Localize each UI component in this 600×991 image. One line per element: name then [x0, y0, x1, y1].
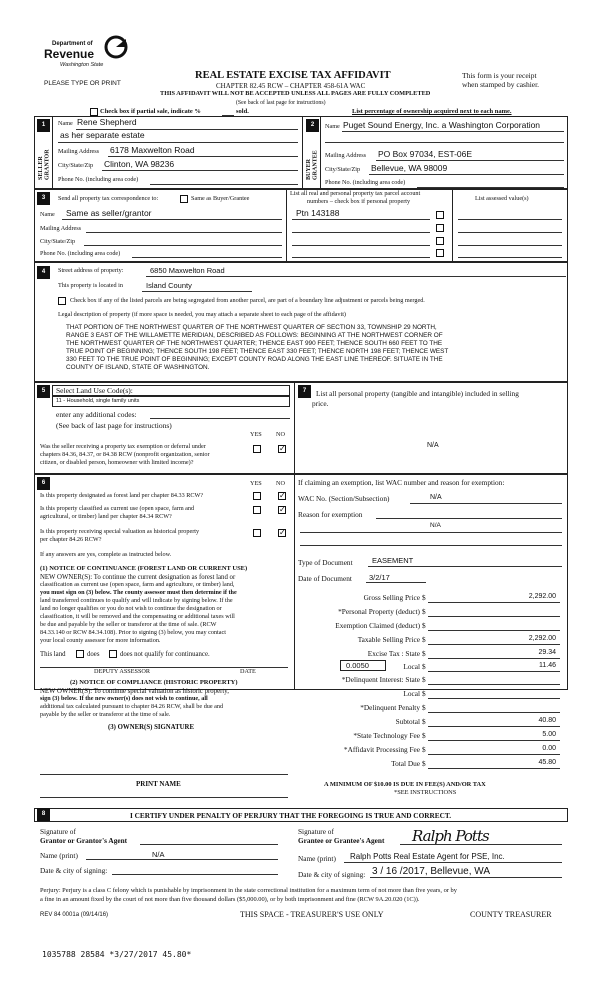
s5-q1-yes-checkbox[interactable]	[253, 445, 261, 453]
doc-date-value[interactable]: 3/2/17	[369, 573, 390, 582]
county[interactable]: Island County	[146, 281, 192, 290]
wac-value[interactable]: N/A	[430, 494, 442, 501]
grantor-name-label: Name (print)	[40, 851, 78, 860]
see-instructions: *SEE INSTRUCTIONS	[394, 789, 457, 796]
parcel-header1: List all real and personal property tax parcel account	[290, 190, 421, 197]
legal-line2: RANGE 3 EAST OF THE WILLAMETTE MERIDIAN, DESCRIBED AS FOLLOWS: BEGINNING AT THE NORTHWEST CORNER OF	[66, 332, 443, 339]
parcel-1[interactable]: Ptn 143188	[296, 208, 340, 218]
notice1-line9: your local county assessor for more information.	[40, 637, 161, 644]
revenue-logo-icon	[104, 34, 128, 60]
personal-property-l2: price.	[312, 399, 329, 408]
print-name-label: PRINT NAME	[136, 780, 181, 788]
dollar-sign: $	[422, 621, 426, 630]
see-back: (See back of last page for instructions)	[236, 100, 326, 106]
s5-q1-no-checkbox[interactable]: ✓	[279, 444, 286, 453]
s6-q1: Is this property designated as forest land per chapter 84.33 RCW?	[40, 492, 204, 499]
buyer-phone-label: Phone No. (including area code)	[325, 179, 406, 186]
notice1-line7: be due and payable by the seller or transferor at the time of sale. (RCW	[40, 621, 217, 628]
tax-row-label: *Affidavit Processing Fee	[343, 745, 420, 754]
form-chapter: CHAPTER 82.45 RCW – CHAPTER 458-61A WAC	[216, 82, 366, 90]
perjury-line2: a fine in an amount fixed by the court of not more than five thousand dollars ($5,000.00), or by both imprisonment and fine (RCW 9A.20.020 (1C)).	[40, 896, 420, 903]
s6-q2-no-checkbox[interactable]: ✓	[279, 505, 286, 514]
dollar-sign: $	[422, 593, 426, 602]
buyer-mail-label: Mailing Address	[325, 152, 367, 159]
located-label: This property is located in	[58, 282, 123, 289]
s5-q1-l3: citizen, or disabled person, homeowner with limited income)?	[40, 459, 194, 466]
tax-row-value[interactable]: 45.80	[538, 759, 556, 766]
doc-type-label: Type of Document	[298, 558, 353, 567]
legal-label: Legal description of property (if more space is needed, you may attach a separate sheet to each page of the affidavit)	[58, 311, 346, 318]
grantor-agent-label: Grantor or Grantor's Agent	[40, 836, 128, 845]
tax-row-label: Gross Selling Price	[363, 593, 420, 602]
parcel-header2: numbers – check box if personal property	[307, 198, 411, 205]
tax-row-label: *State Technology Fee	[353, 731, 420, 740]
s6-q1-yes-checkbox[interactable]	[253, 492, 261, 500]
street-address[interactable]: 6850 Maxwelton Road	[150, 266, 225, 275]
personal-property-value[interactable]: N/A	[427, 442, 439, 449]
certify-text: I CERTIFY UNDER PENALTY OF PERJURY THAT THE FOREGOING IS TRUE AND CORRECT.	[130, 811, 452, 820]
deputy-date-label: DATE	[240, 668, 256, 675]
wac-label: WAC No. (Section/Subsection)	[298, 494, 390, 503]
county-treasurer: COUNTY TREASURER	[470, 910, 552, 919]
additional-codes-label: enter any additional codes:	[56, 410, 137, 419]
land-does-label: does	[87, 651, 100, 658]
notice1-line4: land transferred continues to qualify and will indicate by signing below. If the	[40, 597, 233, 604]
grantee-date[interactable]: 3 / 16 /2017, Bellevue, WA	[372, 866, 491, 877]
land-does-not-checkbox[interactable]	[109, 650, 117, 658]
grantor-date-label: Date & city of signing:	[40, 866, 108, 875]
notice1-line3: you must sign on (3) below. The county assessor must then determine if the	[40, 589, 237, 596]
s6-q1-no-checkbox[interactable]: ✓	[279, 491, 286, 500]
grantee-signature[interactable]: Ralph Potts	[412, 827, 489, 845]
segregated-label: Check box if any of the listed parcels are being segregated from another parcel, are part of a boundary line adjustment or parcels being merged.	[70, 297, 425, 304]
legal-line5: 330 FEET TO THE TRUE POINT OF BEGINNING; EXCEPT COUNTY ROAD ALONG THE EAST LINE THEREOF. SITUATE IN THE	[66, 356, 443, 363]
send-correspondence-label: Send all property tax correspondence to:	[58, 195, 159, 202]
tax-row-label: Exemption Claimed (deduct)	[335, 621, 420, 630]
reason-value[interactable]: N/A	[430, 522, 441, 529]
notice2-line2: sign (3) below. If the new owner(s) does not wish to continue, all	[40, 695, 208, 702]
tax-row-label: *Delinquent Penalty	[360, 703, 420, 712]
buyer-city[interactable]: Bellevue, WA 98009	[371, 163, 448, 173]
dept-line1: Department of	[52, 41, 93, 47]
tax-row-value[interactable]: 40.80	[538, 717, 556, 724]
s5-q1-l2: chapters 84.36, 84.37, or 84.38 RCW (nonprofit organization, senior	[40, 451, 210, 458]
seller-side-label: SELLER GRANTOR	[38, 149, 51, 180]
buyer-city-label: City/State/Zip	[325, 166, 361, 173]
tax-row-label: Local	[403, 689, 420, 698]
legal-line3: THE NORTHWEST QUARTER OF THE NORTHWEST QUARTER; THENCE EAST 990 FEET; THENCE SOUTH 660 FEET TO THE	[66, 340, 443, 347]
street-label: Street address of property:	[58, 267, 124, 274]
section-8-number: 8	[37, 808, 50, 821]
corr-city-label: City/State/Zip	[40, 238, 76, 245]
legal-line1: THAT PORTION OF THE NORTHWEST QUARTER OF THE NORTHWEST QUARTER OF SECTION 33, TOWNSHIP 29 NORTH,	[66, 324, 437, 331]
local-rate: 0.0050	[346, 661, 369, 670]
assessed-header: List assessed value(s)	[475, 195, 529, 202]
tax-row-value[interactable]: 2,292.00	[528, 593, 556, 600]
same-as-buyer-label: Same as Buyer/Grantee	[191, 195, 250, 202]
dept-line3: Washington State	[60, 62, 104, 68]
parcel-4-personal-checkbox[interactable]	[436, 249, 444, 257]
list-percentage: List percentage of ownership acquired next to each name.	[352, 108, 512, 115]
notice2-line4: payable by the seller or transferor at the time of sale.	[40, 711, 171, 718]
parcel-3-personal-checkbox[interactable]	[436, 237, 444, 245]
form-title: REAL ESTATE EXCISE TAX AFFIDAVIT	[195, 70, 391, 81]
tax-row-label: Local	[403, 662, 420, 671]
dollar-sign: $	[422, 662, 426, 671]
notice1-line6: classification, it will be removed and the compensating or additional taxes will	[40, 613, 235, 620]
s5-no-header: NO	[276, 431, 285, 438]
dollar-sign: $	[422, 689, 426, 698]
dollar-sign: $	[422, 649, 426, 658]
perjury-line1: Perjury: Perjury is a class C felony which is punishable by imprisonment in the state correctional institution for a maximum term of not more than five years, or by	[40, 887, 457, 894]
dollar-sign: $	[422, 635, 426, 644]
tax-row-label: *Personal Property (deduct)	[338, 607, 420, 616]
personal-property-l1: List all personal property (tangible and intangible) included in selling	[316, 389, 519, 398]
dollar-sign: $	[422, 759, 426, 768]
section-3-number: 3	[37, 192, 50, 205]
notice3-title: (3) OWNER(S) SIGNATURE	[108, 724, 194, 731]
treasurer-use: THIS SPACE - TREASURER'S USE ONLY	[240, 910, 384, 919]
s6-q3-l2: per chapter 84.26 RCW?	[40, 536, 102, 543]
receipt-line1: This form is your receipt	[462, 71, 537, 80]
tax-row-value[interactable]: 29.34	[538, 649, 556, 656]
notice1-line2: classification as current use (open space, farm and agriculture, or timber) land,	[40, 581, 235, 588]
land-use-value: 11 - Household, single family units	[56, 398, 140, 404]
s6-q3-l1: Is this property receiving special valuation as historical property	[40, 528, 200, 535]
dollar-sign: $	[422, 607, 426, 616]
doc-type-value[interactable]: EASEMENT	[372, 556, 414, 565]
land-use-label: Select Land Use Code(s):	[56, 386, 133, 395]
dollar-sign: $	[422, 745, 426, 754]
notice1-line5: land no longer qualifies or you do not wish to continue the designation or	[40, 605, 222, 612]
dollar-sign: $	[422, 717, 426, 726]
rev-number: REV 84 0001a (09/14/16)	[40, 912, 109, 918]
land-use-see-back: (See back of last page for instructions)	[56, 421, 172, 430]
tax-row-label: *Delinquent Interest: State	[341, 675, 420, 684]
section-4-number: 4	[37, 266, 50, 279]
if-yes-text: If any answers are yes, complete as instructed below.	[40, 551, 172, 558]
form-warning: THIS AFFIDAVIT WILL NOT BE ACCEPTED UNLESS ALL PAGES ARE FULLY COMPLETED	[160, 90, 431, 97]
s6-q2-yes-checkbox[interactable]	[253, 506, 261, 514]
minimum-due: A MINIMUM OF $10.00 IS DUE IN FEE(S) AND/OR TAX	[324, 781, 486, 788]
receipt-line2: when stamped by cashier.	[462, 80, 540, 89]
tax-row-value[interactable]: 11.46	[539, 662, 556, 669]
sold-label: sold.	[236, 108, 249, 115]
corr-name[interactable]: Same as seller/grantor	[66, 208, 152, 218]
seller-mail[interactable]: 6178 Maxwelton Road	[110, 145, 195, 155]
notice1-line8: 84.33.140 or RCW 84.34.108). Prior to signing (3) below, you may contact	[40, 629, 226, 636]
parcel-2-personal-checkbox[interactable]	[436, 224, 444, 232]
seller-name2[interactable]: as her separate estate	[60, 130, 145, 140]
grantee-agent-label: Grantee or Grantee's Agent	[298, 836, 385, 845]
doc-date-label: Date of Document	[298, 574, 352, 583]
exemption-intro: If claiming an exemption, list WAC number and reason for exemption:	[298, 478, 505, 487]
s6-no-header: NO	[276, 480, 285, 487]
dollar-sign: $	[422, 731, 426, 740]
grantee-name-label: Name (print)	[298, 854, 336, 863]
notice2-title: (2) NOTICE OF COMPLIANCE (HISTORIC PROPERTY)	[70, 679, 238, 686]
legal-line6: COUNTY OF ISLAND, STATE OF WASHINGTON.	[66, 364, 210, 371]
tax-row-label: Total Due	[391, 759, 420, 768]
seller-city-label: City/State/Zip	[58, 162, 94, 169]
land-does-not-label: does not qualify for continuance.	[120, 651, 210, 658]
notice1-line1: NEW OWNER(S): To continue the current designation as forest land or	[40, 574, 236, 581]
tax-row-value[interactable]: 2,292.00	[528, 635, 556, 642]
corr-mail-label: Mailing Address	[40, 225, 82, 232]
seller-city[interactable]: Clinton, WA 98236	[104, 159, 175, 169]
buyer-name-label: Name	[325, 123, 340, 130]
legal-line4: TRUE POINT OF BEGINNING; THENCE SOUTH 198 FEET; THENCE EAST 330 FEET; THENCE NORTH 198 FEET; THENCE WEST	[66, 348, 449, 355]
tax-row-label: Excise Tax : State	[367, 649, 420, 658]
s6-yes-header: YES	[250, 480, 262, 487]
notice2-line1: NEW OWNER(S): To continue special valuation as historic property,	[40, 688, 229, 695]
partial-sale-label: Check box if partial sale, indicate %	[100, 108, 201, 115]
section-1-number: 1	[37, 119, 50, 132]
partial-sale-checkbox[interactable]	[90, 108, 98, 116]
grantor-name[interactable]: N/A	[152, 850, 165, 859]
s5-q1-l1: Was the seller receiving a property tax exemption or deferral under	[40, 443, 206, 450]
seller-phone-label: Phone No. (including area code)	[58, 176, 139, 183]
notice1-title: (1) NOTICE OF CONTINUANCE (FOREST LAND OR CURRENT USE)	[40, 565, 248, 572]
buyer-side-label: BUYER GRANTEE	[306, 150, 319, 180]
corr-name-label: Name	[40, 211, 55, 218]
please-type: PLEASE TYPE OR PRINT	[44, 80, 121, 87]
seller-name1[interactable]: Rene Shepherd	[77, 117, 137, 127]
grantee-name[interactable]: Ralph Potts Real Estate Agent for PSE, Inc.	[350, 852, 505, 861]
section-5-number: 5	[37, 385, 50, 398]
s5-yes-header: YES	[250, 431, 262, 438]
section-6-number: 6	[37, 477, 50, 490]
reason-label: Reason for exemption	[298, 510, 363, 519]
s6-q3-no-checkbox[interactable]: ✓	[279, 528, 286, 537]
dept-logo-text: Revenue	[44, 47, 95, 61]
this-land-label: This land	[40, 651, 66, 658]
section-7-number: 7	[298, 385, 311, 398]
buyer-mail[interactable]: PO Box 97034, EST-06E	[378, 149, 473, 159]
tax-row-label: Subtotal	[395, 717, 420, 726]
grantee-sig-of: Signature of	[298, 827, 334, 836]
dollar-sign: $	[422, 703, 426, 712]
corr-phone-label: Phone No. (including area code)	[40, 250, 121, 257]
seller-name-label: Name	[58, 120, 73, 127]
tax-row-value[interactable]: 0.00	[542, 745, 556, 752]
notice2-line3: additional tax calculated pursuant to chapter 84.26 RCW, shall be due and	[40, 703, 224, 710]
seller-mail-label: Mailing Address	[58, 148, 100, 155]
deputy-assessor-label: DEPUTY ASSESSOR	[94, 668, 150, 675]
tax-row-value[interactable]: 5.00	[542, 731, 556, 738]
s6-q3-yes-checkbox[interactable]	[253, 529, 261, 537]
buyer-name1[interactable]: Puget Sound Energy, Inc. a Washington Corporation	[343, 120, 541, 130]
grantee-date-label: Date & city of signing:	[298, 870, 366, 879]
s6-q2-l2: agricultural, or timber) land per chapter 84.34 RCW?	[40, 513, 172, 520]
s6-q2-l1: Is this property classified as current use (open space, farm and	[40, 505, 195, 512]
segregated-checkbox[interactable]	[58, 297, 66, 305]
treasurer-stamp: 1035788 28584 *3/27/2017 45.80*	[42, 950, 192, 959]
same-as-buyer-checkbox[interactable]	[180, 195, 188, 203]
section-2-number: 2	[306, 119, 319, 132]
grantor-sig-of: Signature of	[40, 827, 76, 836]
parcel-1-personal-checkbox[interactable]	[436, 211, 444, 219]
tax-row-label: Taxable Selling Price	[357, 635, 420, 644]
dollar-sign: $	[422, 675, 426, 684]
land-does-checkbox[interactable]	[76, 650, 84, 658]
